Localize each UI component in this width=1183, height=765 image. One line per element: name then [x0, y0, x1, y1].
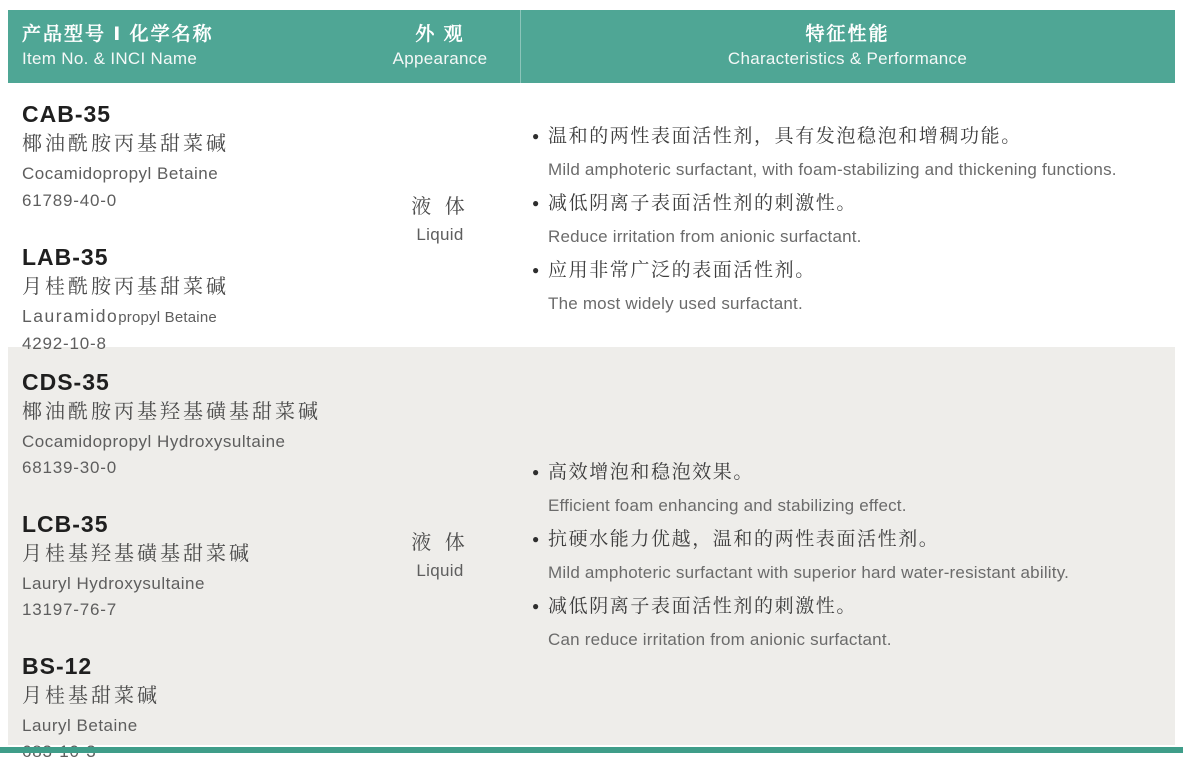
appearance-zh: 液 体: [411, 196, 469, 218]
product-cas-number: 61789-40-0: [22, 191, 117, 210]
characteristic-en: Mild amphoteric surfactant with superior hard water-resistant ability.: [548, 562, 1070, 582]
products-cell: [8, 83, 360, 357]
products-cell: [8, 347, 360, 765]
characteristic-en: Mild amphoteric surfactant, with foam-stabilizing and thickening functions.: [548, 159, 1117, 179]
characteristic-zh-text: 抗硬水能力优越，温和的两性表面活性剂。: [548, 528, 940, 550]
bullet-icon: ●: [532, 598, 541, 613]
bullet-icon: ●: [532, 128, 541, 143]
product-code: LCB-35: [22, 511, 109, 537]
characteristic-zh-text: 温和的两性表面活性剂，具有发泡稳泡和增稠功能。: [548, 125, 1022, 147]
header-col-appearance-en: Appearance: [392, 48, 488, 68]
product-name-en-body: Lauryl Hydroxysultaine: [22, 574, 205, 593]
characteristic-en: The most widely used surfactant.: [548, 293, 803, 313]
appearance-cell: [360, 347, 520, 765]
product-name-zh: 月桂酰胺丙基甜菜碱: [22, 276, 229, 298]
product-name-en: [22, 160, 360, 188]
characteristic-en: Can reduce irritation from anionic surfactant.: [548, 629, 892, 649]
characteristic-zh: [532, 188, 1155, 221]
product-cas-number: 4292-10-8: [22, 334, 107, 353]
characteristic-zh-text: 应用非常广泛的表面活性剂。: [548, 259, 816, 281]
table-row: [8, 83, 1175, 353]
product-entry: [22, 242, 360, 357]
characteristic-item: [532, 188, 1155, 253]
product-entry: [22, 367, 360, 481]
characteristics-list: [532, 121, 1155, 320]
table-header: [8, 10, 1175, 83]
product-name-en-sub: propyl Betaine: [118, 309, 217, 326]
table-row: [8, 347, 1175, 745]
product-name-en-body: Cocamidopropyl Hydroxysultaine: [22, 432, 286, 451]
characteristic-en: Efficient foam enhancing and stabilizing effect.: [548, 495, 907, 515]
characteristics-list: [532, 457, 1155, 656]
header-col-characteristics-en: Characteristics & Performance: [727, 48, 968, 68]
header-col-item-name: [8, 22, 360, 71]
characteristic-item: [532, 255, 1155, 320]
characteristic-item: [532, 524, 1155, 589]
product-name-en-body: Cocamidopropyl Betaine: [22, 164, 219, 183]
product-name-zh: 月桂基羟基磺基甜菜碱: [22, 543, 252, 565]
characteristic-zh: [532, 255, 1155, 288]
appearance-en: Liquid: [416, 225, 464, 244]
product-cas-number: 13197-76-7: [22, 600, 117, 619]
characteristic-zh-text: 减低阴离子表面活性剂的刺激性。: [548, 595, 858, 617]
characteristic-zh-text: 高效增泡和稳泡效果。: [548, 461, 755, 483]
characteristic-zh-text: 减低阴离子表面活性剂的刺激性。: [548, 192, 858, 214]
header-col-appearance-zh: 外 观: [415, 24, 465, 46]
product-cas-number: 68139-30-0: [22, 458, 117, 477]
header-col-characteristics: [520, 22, 1175, 71]
product-table: [8, 10, 1175, 745]
bullet-icon: ●: [532, 195, 541, 210]
characteristic-zh: [532, 457, 1155, 490]
product-code: BS-12: [22, 653, 93, 679]
product-name-en: [22, 712, 360, 739]
product-name-en: [22, 428, 360, 455]
appearance-en: Liquid: [416, 561, 464, 580]
characteristic-item: [532, 457, 1155, 522]
characteristic-item: [532, 121, 1155, 186]
characteristic-zh: [532, 591, 1155, 624]
product-code: CDS-35: [22, 369, 110, 395]
appearance-cell: [360, 83, 520, 357]
product-name-zh: 月桂基甜菜碱: [22, 685, 160, 707]
header-column-divider: [520, 10, 521, 83]
bottom-accent-bar: [0, 747, 1183, 753]
product-name-en-body: Lauryl Betaine: [22, 716, 138, 735]
product-code: LAB-35: [22, 244, 109, 270]
product-entry: [22, 99, 360, 214]
characteristic-zh: [532, 524, 1155, 557]
header-col-characteristics-zh: 特征性能: [805, 24, 890, 46]
characteristic-item: [532, 591, 1155, 656]
bullet-icon: ●: [532, 262, 541, 277]
product-name-en: [22, 303, 360, 331]
product-name-en-main: Lauramido: [22, 306, 119, 326]
product-name-zh: 椰油酰胺丙基甜菜碱: [22, 133, 229, 155]
header-col-item-name-zh: 产品型号 Ⅰ 化学名称: [22, 24, 214, 46]
bullet-icon: ●: [532, 531, 541, 546]
product-name-en: [22, 570, 360, 597]
characteristics-cell: [520, 83, 1175, 357]
characteristics-cell: [520, 347, 1175, 765]
header-col-appearance: [360, 22, 520, 71]
header-col-item-name-en: Item No. & INCI Name: [22, 48, 198, 68]
characteristic-en: Reduce irritation from anionic surfactant.: [548, 226, 862, 246]
product-name-zh: 椰油酰胺丙基羟基磺基甜菜碱: [22, 401, 321, 423]
characteristic-zh: [532, 121, 1155, 154]
product-code: CAB-35: [22, 101, 112, 127]
product-entry: [22, 509, 360, 623]
appearance-zh: 液 体: [411, 532, 469, 554]
bullet-icon: ●: [532, 464, 541, 479]
